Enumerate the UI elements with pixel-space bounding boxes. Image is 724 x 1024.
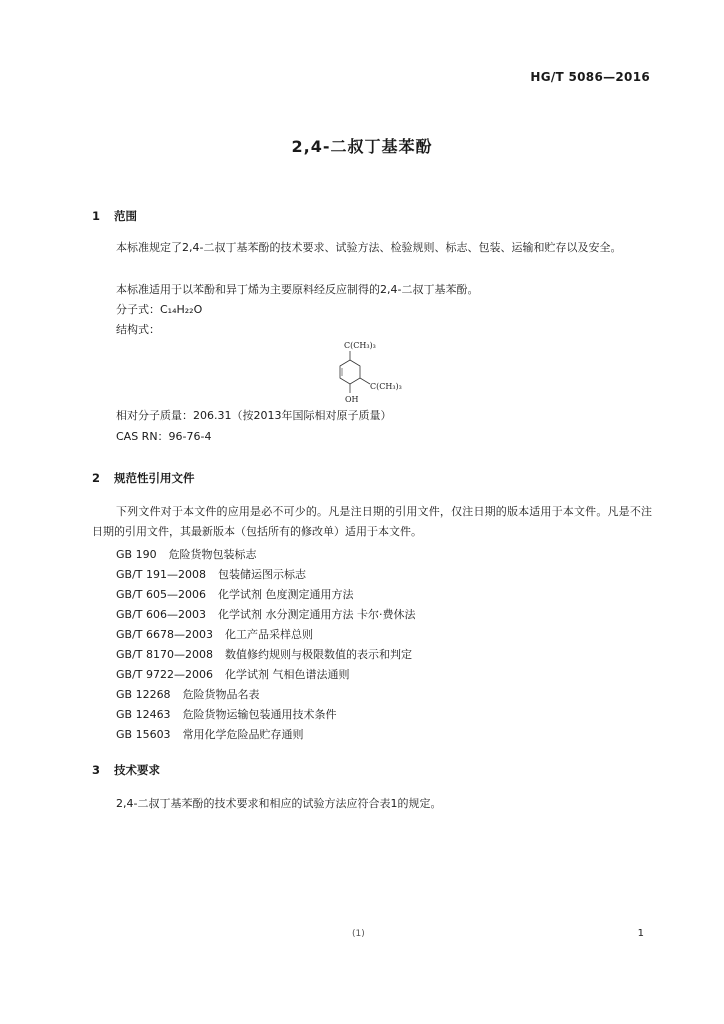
reference-item <box>116 566 306 582</box>
reference-item <box>116 646 412 662</box>
reference-code: GB/T 6678—2003 <box>116 628 213 641</box>
reference-code: GB/T 191—2008 <box>116 568 206 581</box>
reference-code: GB 12268 <box>116 688 171 701</box>
section-title: 技术要求 <box>114 763 161 777</box>
reference-title: 化工产品采样总则 <box>224 628 313 641</box>
reference-item <box>116 626 313 642</box>
reference-item <box>116 686 260 702</box>
section-number: 2 <box>92 471 101 485</box>
reference-title: 包装储运图示标志 <box>217 568 306 581</box>
reference-title: 危险货物运输包装通用技术条件 <box>182 708 337 721</box>
reference-code: GB/T 8170—2008 <box>116 648 213 661</box>
section-number: 3 <box>92 763 101 777</box>
reference-title: 常用化学危险品贮存通则 <box>182 728 304 741</box>
scope-paragraph-2: 本标准适用于以苯酚和异丁烯为主要原料经反应制得的2,4-二叔丁基苯酚。 <box>116 283 479 296</box>
section-3-heading <box>92 762 160 778</box>
reference-title: 化学试剂 色度测定通用方法 <box>217 588 354 601</box>
reference-title: 数值修约规则与极限数值的表示和判定 <box>224 648 412 661</box>
reference-item <box>116 606 415 622</box>
references-intro: 下列文件对于本文件的应用是必不可少的。凡是注日期的引用文件，仅注日期的版本适用于本文件。凡是不注日期的引用文件，其最新版本（包括所有的修改单）适用于本文件。 <box>92 505 652 538</box>
cas-number: CAS RN：96-76-4 <box>116 430 212 443</box>
section-title: 规范性引用文件 <box>114 471 195 485</box>
scope-paragraph-1: 本标准规定了2,4-二叔丁基苯酚的技术要求、试验方法、检验规则、标志、包装、运输和贮存以及安全。 <box>116 241 622 254</box>
section-number: 1 <box>92 209 101 223</box>
hydroxyl-group: OH <box>345 395 359 404</box>
top-substituent: C(CH₃)₃ <box>344 341 376 350</box>
section-2-heading <box>92 470 195 486</box>
reference-item <box>116 546 257 562</box>
benzene-ring <box>340 360 360 384</box>
footer-mark: (1) <box>352 929 365 939</box>
reference-item <box>116 586 353 602</box>
section-1-heading <box>92 208 137 224</box>
reference-title: 危险货物品名表 <box>182 688 260 701</box>
reference-code: GB/T 9722—2006 <box>116 668 213 681</box>
reference-item <box>116 706 337 722</box>
relative-molecular-mass: 相对分子质量：206.31（按2013年国际相对原子质量） <box>116 409 392 422</box>
reference-item <box>116 726 304 742</box>
side-substituent: C(CH₃)₃ <box>370 382 402 391</box>
standard-code: HG/T 5086—2016 <box>530 70 650 84</box>
reference-item <box>116 666 349 682</box>
structural-formula <box>326 340 416 410</box>
reference-code: GB 12463 <box>116 708 171 721</box>
document-title: 2,4-二叔丁基苯酚 <box>291 137 433 156</box>
structure-label: 结构式： <box>116 323 160 336</box>
reference-title: 危险货物包装标志 <box>168 548 257 561</box>
reference-code: GB/T 606—2003 <box>116 608 206 621</box>
reference-title: 化学试剂 水分测定通用方法 卡尔·费休法 <box>217 608 416 621</box>
reference-code: GB/T 605—2006 <box>116 588 206 601</box>
reference-title: 化学试剂 气相色谱法通则 <box>224 668 350 681</box>
section-title: 范围 <box>114 209 138 223</box>
molecular-formula: 分子式：C₁₄H₂₂O <box>116 303 203 316</box>
reference-code: GB 15603 <box>116 728 171 741</box>
reference-code: GB 190 <box>116 548 157 561</box>
page-number: 1 <box>637 928 644 939</box>
technical-requirements-paragraph: 2,4-二叔丁基苯酚的技术要求和相应的试验方法应符合表1的规定。 <box>116 797 442 810</box>
